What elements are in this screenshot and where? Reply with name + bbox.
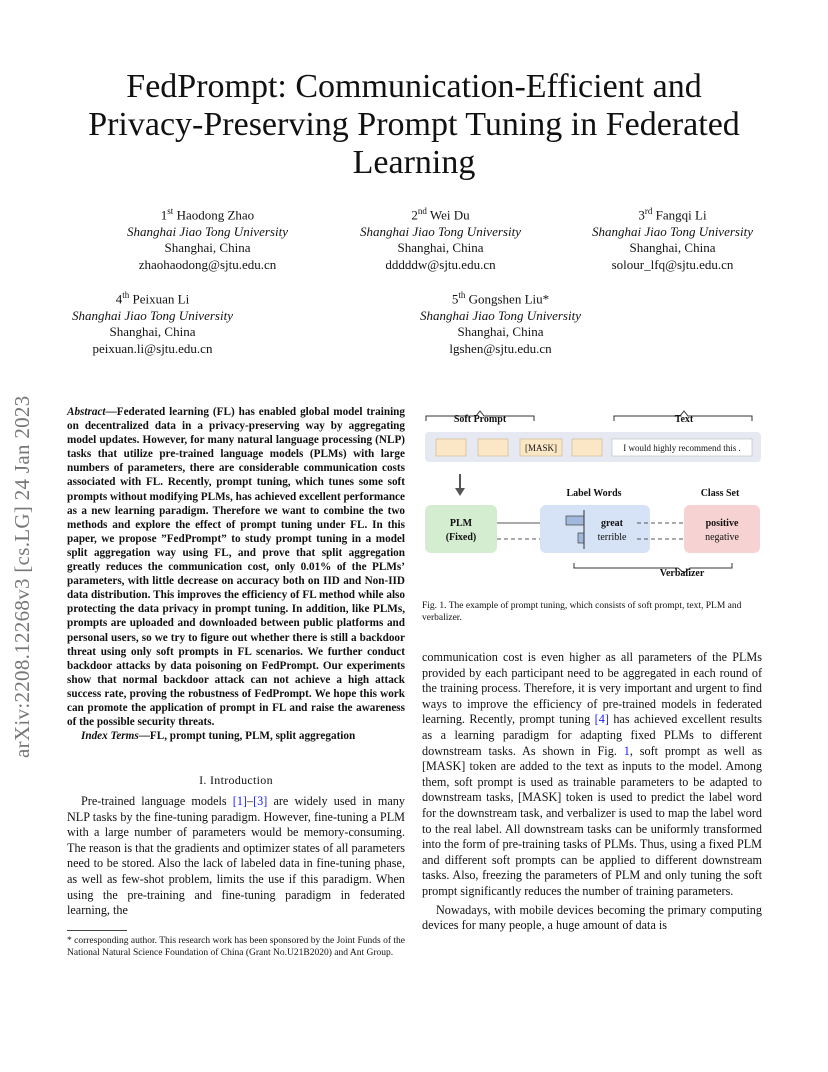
prob-bar-terrible	[578, 533, 584, 543]
paragraph: Nowadays, with mobile devices becoming the primary computing devices for many people, a huge amount of data is	[422, 902, 762, 933]
verbalizer-bracket	[574, 563, 732, 573]
author-affiliation: Shanghai Jiao Tong University	[72, 307, 233, 323]
author-email: zhaohaodong@sjtu.edu.cn	[138, 256, 277, 272]
soft-token	[436, 439, 466, 456]
intro-continued: communication cost is even higher as all parameters of the PLMs provided by each participant need to be aggregated in each round of the training process. Therefore, it is very important and urgent to find ways to improve the efficiency of pre-trained models in federated learning. Recently, prompt tuning [4] has achieved excellent results as a learning paradigm for adapting fixed PLMs to different downstream tasks. As shown in Fig. 1, soft prompt as well as [MASK] token are added to the text as inputs to the model. Among them, soft prompt is used as trainable parameters to be adapted to downstream tasks, [MASK] token is used to predict the label word for the downstream task, and verbalizer is used to map the label word to the real label. All downstream tasks can be uniformly transformed into the form of pre-training tasks of PLMs. Thus, using a fixed PLM and different soft prompts can be applied to different downstream tasks. Also, freezing the parameters of PLM and only tuning the soft prompt significantly reduces the number of training parameters. Nowadays, with mobile devices becoming the primary computing devices for many people, a huge amount of data is	[422, 650, 763, 933]
class-positive: positive	[705, 518, 739, 529]
author-block: 3rd Fangqi Li Shanghai Jiao Tong University Shanghai, China solour_lfq@sjtu.edu.cn	[565, 203, 780, 273]
intro-paragraph: Pre-trained language models [1]–[3] are widely used in many NLP tasks by the fine-tuning paradigm. However, fine-tuning a PLM with a large number of parameters would be memory-consuming. The reason is that the gradients and optimizer states of all parameters need to be stored. Also the lack of labeled data in fine-tuning phase, as well as few-shot problem, limits the use if this paradigm. When using the pre-training and fine-tuning paradigm in federated learning, the	[67, 794, 405, 918]
plm-box	[425, 505, 497, 553]
author-block: 1st Haodong Zhao Shanghai Jiao Tong University Shanghai, China zhaohaodong@sjtu.edu.cn	[100, 203, 315, 273]
author-block: 2nd Wei Du Shanghai Jiao Tong University Shanghai, China dddddw@sjtu.edu.cn	[333, 203, 548, 273]
author-email: solour_lfq@sjtu.edu.cn	[611, 256, 734, 272]
class-set-title: Class Set	[700, 488, 740, 499]
author-email: lgshen@sjtu.edu.cn	[449, 340, 552, 356]
citation-link[interactable]: [1]	[232, 794, 247, 808]
prompt-tuning-figure	[422, 408, 762, 580]
author-email: dddddw@sjtu.edu.cn	[385, 256, 496, 272]
mask-token: [MASK]	[524, 443, 558, 453]
index-terms-text: —FL, prompt tuning, PLM, split aggregation	[138, 730, 356, 743]
abstract	[67, 405, 405, 743]
prob-bar-great	[566, 516, 584, 525]
footnote-rule	[67, 930, 127, 931]
title-line-3: Learning	[352, 144, 476, 181]
author-name: Haodong Zhao	[176, 207, 255, 223]
author-affiliation: Shanghai Jiao Tong University	[420, 307, 581, 323]
author-name: Gongshen Liu*	[468, 291, 550, 307]
index-terms-label: Index Terms	[81, 730, 139, 743]
author-name: Fangqi Li	[655, 207, 707, 223]
author-location: Shanghai, China	[397, 240, 484, 256]
author-block: 4th Peixuan Li Shanghai Jiao Tong University Shanghai, China peixuan.li@sjtu.edu.cn	[45, 287, 260, 357]
abstract-text: —Federated learning (FL) has enabled global model training on decentralized data in a privacy-preserving way by aggregating model updates. However, for many natural language processing (NLP) tasks that utilize pre-trained language models (PLMs) with large numbers of parameters, there are considerable communication costs associated with FL. Recently, prompt tuning, which tunes some soft prompts without modifying PLMs, has achieved excellent performance as a new learning paradigm. Therefore we want to combine the two methods and explore the effect of prompt tuning under FL. In this paper, we propose ”FedPrompt” to study prompt tuning in a model split aggregation way using FL, and prove that split aggregation greatly reduces the communication cost, only 0.01% of the PLMs’ parameters, with little decrease on accuracy both on IID and Non-IID data distribution. This improves the efficiency of FL method while also protecting the data privacy in prompt tuning. In addition, like PLMs, prompts are uploaded and downloaded between public platforms and personal users, so we try to figure out whether there is still a backdoor threat using only soft prompts in FL scenarios. We further conduct backdoor attacks by data poisoning on FedPrompt. Our experiments show that normal backdoor attack can not achieve a high attack success rate, proving the robustness of FedPrompt. We hope this work can promote the application of prompt in FL and raise the awareness of the possible security threats.	[67, 406, 405, 729]
author-location: Shanghai, China	[109, 324, 196, 340]
arxiv-stamp[interactable]: arXiv:2208.12268v3 [cs.LG] 24 Jan 2023	[10, 395, 34, 758]
label-words-title: Label Words	[566, 488, 622, 499]
citation-link[interactable]: [4]	[594, 712, 609, 727]
plm-sub: (Fixed)	[445, 532, 477, 543]
label-word-great: great	[600, 518, 624, 529]
author-location: Shanghai, China	[457, 324, 544, 340]
author-block: 5th Gongshen Liu* Shanghai Jiao Tong University Shanghai, China lgshen@sjtu.edu.cn	[393, 287, 608, 357]
input-text: I would highly recommend this .	[623, 443, 741, 453]
footnote: * corresponding author. This research work has been sponsored by the Joint Funds of the National Natural Science Foundation of China (Grant No.U21B2020) and Ant Group.	[67, 936, 405, 958]
soft-prompt-label: Soft Prompt	[453, 414, 507, 425]
citation-link[interactable]: [3]	[253, 794, 268, 808]
author-affiliation: Shanghai Jiao Tong University	[360, 223, 521, 239]
label-word-terrible: terrible	[597, 532, 627, 543]
author-name: Peixuan Li	[132, 291, 190, 307]
title-line-1: FedPrompt: Communication-Efficient and	[126, 68, 702, 105]
abstract-label: Abstract	[67, 406, 106, 418]
section-title: I. Introduction	[199, 773, 273, 787]
author-name: Wei Du	[429, 207, 470, 223]
class-negative: negative	[705, 532, 739, 543]
text-label: Text	[674, 414, 694, 425]
author-affiliation: Shanghai Jiao Tong University	[592, 223, 753, 239]
paper-title	[0, 68, 828, 182]
author-affiliation: Shanghai Jiao Tong University	[127, 223, 288, 239]
soft-token	[478, 439, 508, 456]
verbalizer-label: Verbalizer	[659, 568, 705, 579]
title-line-2: Privacy-Preserving Prompt Tuning in Federated	[88, 106, 740, 143]
figure-ref-link[interactable]: 1	[623, 743, 630, 758]
author-email: peixuan.li@sjtu.edu.cn	[92, 340, 213, 356]
author-location: Shanghai, China	[629, 240, 716, 256]
author-location: Shanghai, China	[164, 240, 251, 256]
figure-caption: Fig. 1. The example of prompt tuning, which consists of soft prompt, text, PLM and verbalizer.	[422, 601, 742, 623]
plm-label: PLM	[449, 518, 473, 529]
class-set-box	[684, 505, 760, 553]
soft-token	[572, 439, 602, 456]
label-words-box	[540, 505, 650, 553]
